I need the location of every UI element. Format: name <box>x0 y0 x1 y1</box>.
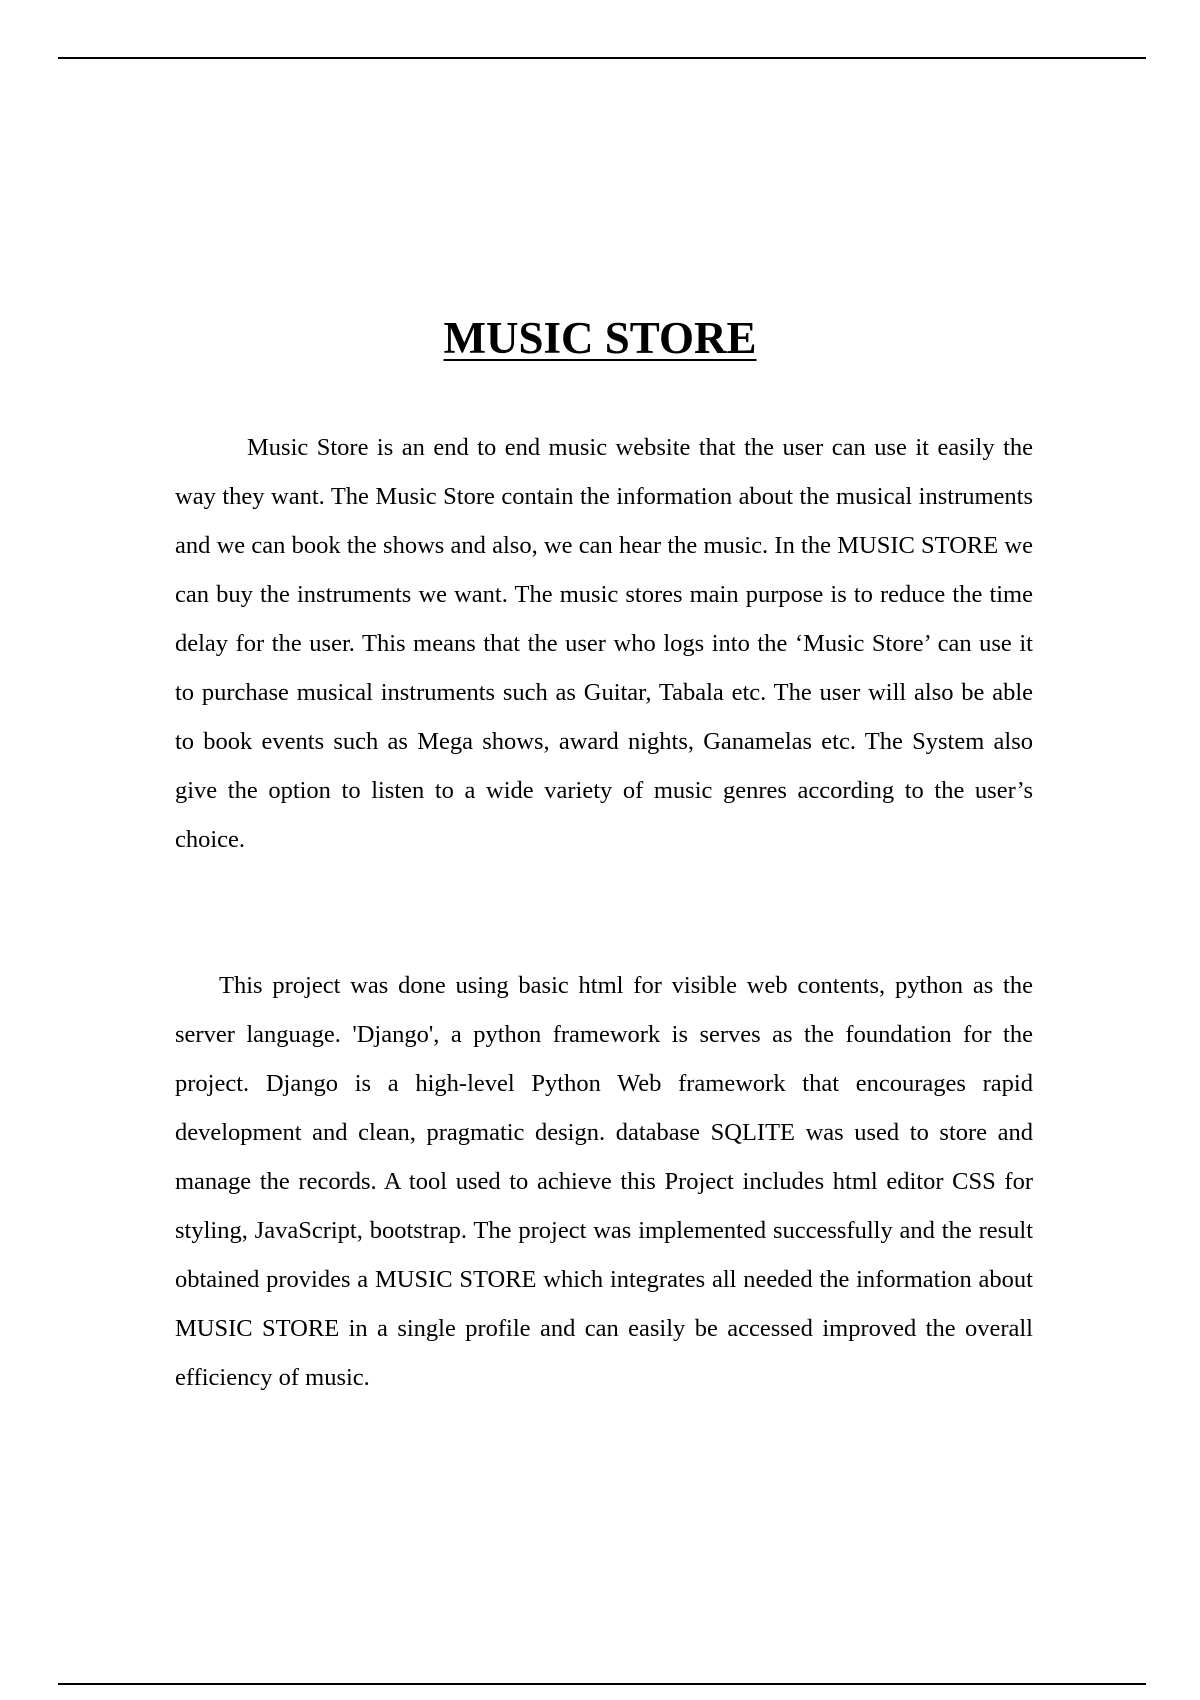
paragraph-implementation: This project was done using basic html for visible web contents, python as the server language. 'Django', a python framework is serves as the foundation for the project. Django is a high-level Python Web framework that encourages rapid development and clean, pragmatic design. database SQLITE was used to store and manage the records. A tool used to achieve this Project includes html editor CSS for styling, JavaScript, bootstrap. The project was implemented successfully and the result obtained provides a MUSIC STORE which integrates all needed the information about MUSIC STORE in a single profile and can easily be accessed improved the overall efficiency of music. <box>175 972 1033 1391</box>
header-rule <box>58 57 1146 59</box>
paragraph-introduction: Music Store is an end to end music website that the user can use it easily the way they want. The Music Store contain the information about the musical instruments and we can book the shows and also, we can hear the music. In the MUSIC STORE we can buy the instruments we want. The music stores main purpose is to reduce the time delay for the user. This means that the user who logs into the ‘Music Store’ can use it to purchase musical instruments such as Guitar, Tabala etc. The user will also be able to book events such as Mega shows, award nights, Ganamelas etc. The System also give the option to listen to a wide variety of music genres according to the user’s choice. <box>175 434 1033 853</box>
document-title: MUSIC STORE <box>443 313 757 363</box>
footer-rule <box>58 1683 1146 1685</box>
